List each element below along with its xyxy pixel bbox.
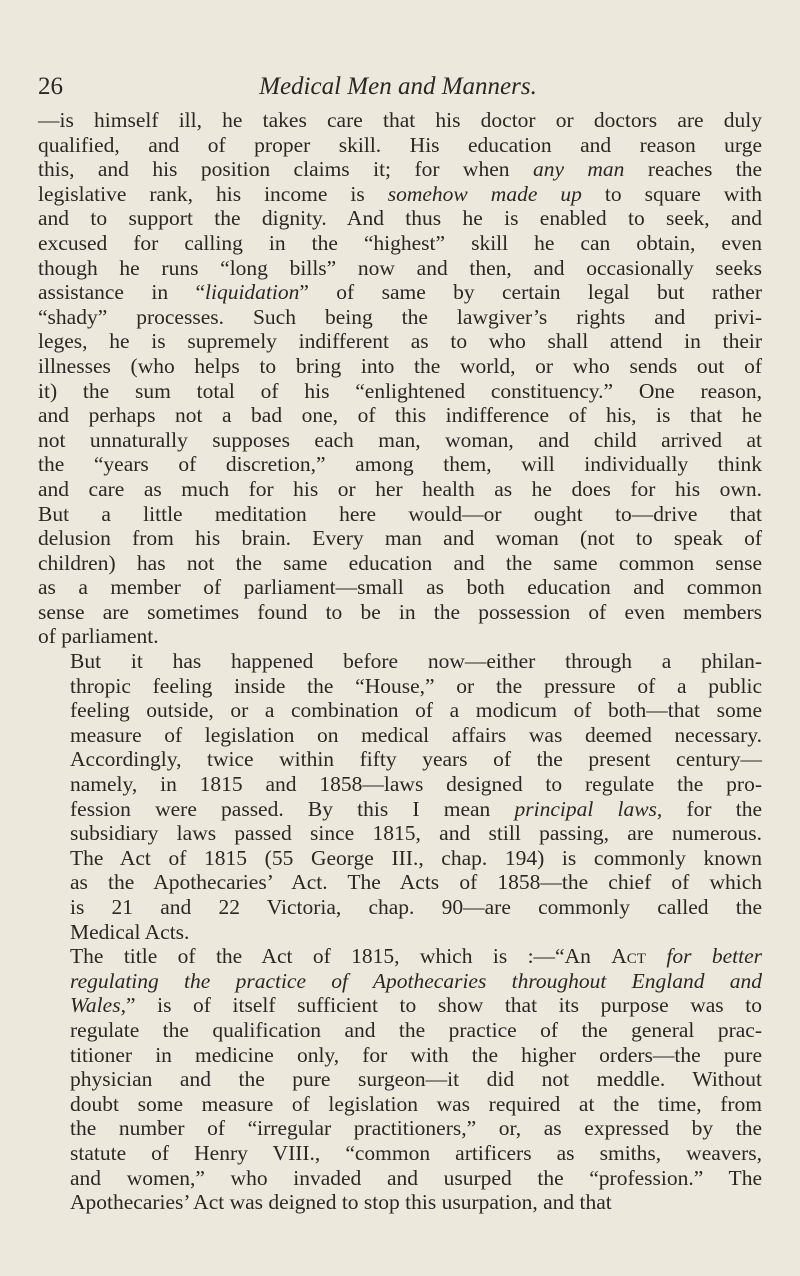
text-run: for better (666, 944, 762, 969)
text-run: as a member of parliament—small as both education and common (38, 575, 762, 600)
text-run: sense are sometimes found to be in the possession of even members (38, 599, 762, 624)
text-line (38, 1141, 762, 1166)
text-line (38, 305, 762, 330)
text-line (38, 920, 762, 945)
text-run: Apothecaries’ Act was deigned to stop this usurpation, and that (70, 1190, 612, 1215)
text-run: Wales, (70, 993, 126, 1018)
text-line (38, 747, 762, 772)
text-run: regulating the practice of Apothecaries throughout England and (70, 968, 762, 993)
text-run: delusion from his brain. Every man and woman (not to speak of (38, 526, 762, 551)
text-run: somehow made up (387, 181, 582, 206)
text-run: ” of same by certain legal but rather (299, 280, 762, 305)
text-run: as the Apothecaries’ Act. The Acts of 1858—the chief of which (70, 870, 762, 895)
text-run: the number of “irregular practitioners,” or, as expressed by the (70, 1116, 762, 1141)
text-line (38, 895, 762, 920)
text-line (38, 133, 762, 158)
running-title: Medical Men and Manners. (259, 73, 537, 100)
text-line (38, 698, 762, 723)
text-line (38, 231, 762, 256)
text-line (38, 993, 762, 1018)
text-run: physician and the pure surgeon—it did not meddle. Without (70, 1067, 762, 1092)
text-run: doubt some measure of legislation was required at the time, from (70, 1091, 762, 1116)
text-line (38, 428, 762, 453)
body-text (38, 108, 762, 1215)
text-run: subsidiary laws passed since 1815, and still passing, are numerous. (70, 821, 762, 846)
text-run (646, 944, 666, 968)
text-line (38, 649, 762, 674)
text-line (38, 108, 762, 133)
text-run: it) the sum total of his “enlightened constituency.” One reason, (38, 378, 762, 403)
text-run: not unnaturally supposes each man, woman, and child arrived at (38, 427, 762, 452)
text-line (38, 280, 762, 305)
text-run: But it has happened before now—either through a philan- (70, 649, 762, 674)
text-run: illnesses (who helps to bring into the world, or who sends out of (38, 353, 762, 378)
text-run: and care as much for his or her health as he does for his own. (38, 476, 762, 501)
text-run: thropic feeling inside the “House,” or the pressure of a public (70, 673, 762, 698)
text-line (38, 600, 762, 625)
text-run: The Act of 1815 (55 George III., chap. 194) is commonly known (70, 845, 762, 870)
text-run: any man (532, 157, 625, 182)
text-line (38, 821, 762, 846)
text-line (38, 674, 762, 699)
text-run: of parliament. (38, 624, 159, 649)
text-run: reaches the (624, 157, 762, 182)
text-line (38, 354, 762, 379)
text-run: “shady” processes. Such being the lawgiver’s rights and privi- (38, 304, 762, 329)
text-line (38, 182, 762, 207)
text-line (38, 723, 762, 748)
text-line (38, 379, 762, 404)
text-run: excused for calling in the “highest” skill he can obtain, even (38, 230, 762, 255)
text-run: titioner in medicine only, for with the higher orders—the pure (70, 1042, 762, 1067)
text-run: principal laws, (514, 796, 663, 821)
text-run: legislative rank, his income is (38, 181, 388, 206)
text-run: and women,” who invaded and usurped the “profession.” The (70, 1165, 762, 1190)
text-run: Medical Acts. (70, 919, 190, 944)
text-line (38, 1067, 762, 1092)
text-run: children) has not the same education and the same common sense (38, 550, 762, 575)
paragraph (38, 108, 762, 649)
text-line (38, 1116, 762, 1141)
text-run: liquidation (205, 280, 300, 305)
text-line (38, 969, 762, 994)
paragraph (38, 944, 762, 1215)
text-run: this, and his position claims it; for when (38, 157, 533, 182)
text-line (38, 575, 762, 600)
text-run: The title of the Act of 1815, which is :—“An (70, 944, 612, 969)
text-line (38, 551, 762, 576)
text-run: —is himself ill, he takes care that his doctor or doctors are duly (38, 108, 762, 132)
text-line (38, 624, 762, 649)
text-run: the “years of discretion,” among them, will individually think (38, 452, 762, 477)
paragraph (38, 649, 762, 944)
text-run: though he runs “long bills” now and then, and occasionally seeks (38, 255, 762, 280)
text-line (38, 1166, 762, 1191)
text-line (38, 1092, 762, 1117)
text-line (38, 329, 762, 354)
text-run: for the (662, 796, 762, 821)
text-line (38, 870, 762, 895)
text-run: measure of legislation on medical affairs was deemed necessary. (70, 722, 762, 747)
text-line (38, 944, 762, 969)
page-number: 26 (38, 73, 63, 100)
text-run: assistance in “ (38, 280, 205, 305)
text-line (38, 772, 762, 797)
text-run: Accordingly, twice within fifty years of the present century— (70, 747, 762, 772)
text-run: regulate the qualification and the practice of the general prac- (70, 1017, 762, 1042)
text-line (38, 452, 762, 477)
text-run: statute of Henry VIII., “common artificers as smiths, weavers, (70, 1140, 762, 1165)
text-line (38, 1018, 762, 1043)
text-run: fession were passed. By this I mean (70, 796, 515, 821)
text-run: qualified, and of proper skill. His education and reason urge (38, 132, 762, 157)
text-run: ” is of itself sufficient to show that its purpose was to (125, 993, 762, 1018)
text-line (38, 797, 762, 822)
text-line (38, 477, 762, 502)
page-header (38, 72, 758, 106)
text-line (38, 526, 762, 551)
text-run: and perhaps not a bad one, of this indifference of his, is that he (38, 403, 762, 428)
text-run: leges, he is supremely indifferent as to who shall attend in their (38, 329, 762, 354)
text-line (38, 846, 762, 871)
text-run: is 21 and 22 Victoria, chap. 90—are commonly called the (70, 895, 762, 919)
text-run: to square with (581, 181, 763, 206)
text-line (38, 256, 762, 281)
text-line (38, 157, 762, 182)
text-run: But a little meditation here would—or ought to—drive that (38, 501, 762, 526)
text-line (38, 206, 762, 231)
text-line (38, 403, 762, 428)
text-line (38, 1043, 762, 1068)
text-run: and to support the dignity. And thus he is enabled to seek, and (38, 206, 762, 231)
text-run: Act (611, 944, 646, 969)
text-run: feeling outside, or a combination of a modicum of both—that some (70, 698, 762, 723)
text-line (38, 1190, 762, 1215)
text-line (38, 502, 762, 527)
text-run: namely, in 1815 and 1858—laws designed to regulate the pro- (70, 772, 762, 797)
